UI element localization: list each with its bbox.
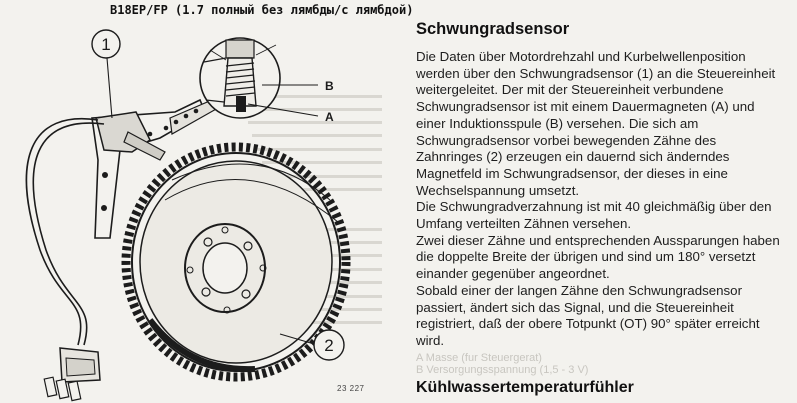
sensor-cable xyxy=(26,119,104,345)
connector-plug xyxy=(44,348,100,401)
page-caption: B18EP/FP (1.7 полный без лямбды/с лямбдой) xyxy=(110,3,414,17)
faint-line: A Masse (fur Steuergerat) xyxy=(416,352,542,364)
bleed-through-lines xyxy=(416,352,784,376)
sensor-detail-inset xyxy=(200,38,280,118)
figure-code: 23 227 xyxy=(337,384,365,393)
flywheel-ring xyxy=(126,147,346,377)
callout-b-label: B xyxy=(325,79,334,93)
callout-2-label: 2 xyxy=(324,336,334,355)
paragraph: Sobald einer der langen Zähne den Schwungradsensor passiert, ändert sich das Signal, und die Steuereinheit registriert, daß der obere Totpunkt (OT) 90° später erreicht wird. xyxy=(416,282,760,348)
callout-a-label: A xyxy=(325,110,334,124)
paragraph: Zwei dieser Zähne und entsprechenden Aussparungen haben die doppelte Breite der übrigen und sind um 180° versetzt einander gegenüber angeordnet. xyxy=(416,232,780,282)
section-body xyxy=(416,49,784,350)
callout-1-label: 1 xyxy=(101,35,111,54)
faint-line: B Versorgungsspannung (1,5 - 3 V) xyxy=(416,364,589,376)
paragraph: Die Daten über Motordrehzahl und Kurbelwellenposition werden über den Schwungradsensor (1) an die Steuereinheit weitergeleitet. Der mit der Steuereinheit verbundene Schwungradsensor ist mit einem Dauermagneten (A) und einer Induktionsspule (B) versehen. Die sich am Schwungradsensor vorbei bewegenden Zähne des Zahnringes (2) erzeugen ein dauernd sich änderndes Magnetfeld im Schwungradsensor, der dieses in eine Wechselspannung umsetzt. xyxy=(416,49,776,198)
section-heading: Schwungradsensor xyxy=(416,20,570,38)
flywheel-sensor-figure xyxy=(0,0,390,403)
flywheel-illustration xyxy=(0,0,390,403)
paragraph: Die Schwungradverzahnung ist mit 40 gleichmäßig über den Umfang verteilten Zähnen versehen. xyxy=(416,199,772,232)
next-section-heading: Kühlwassertemperaturfühler xyxy=(416,379,634,396)
